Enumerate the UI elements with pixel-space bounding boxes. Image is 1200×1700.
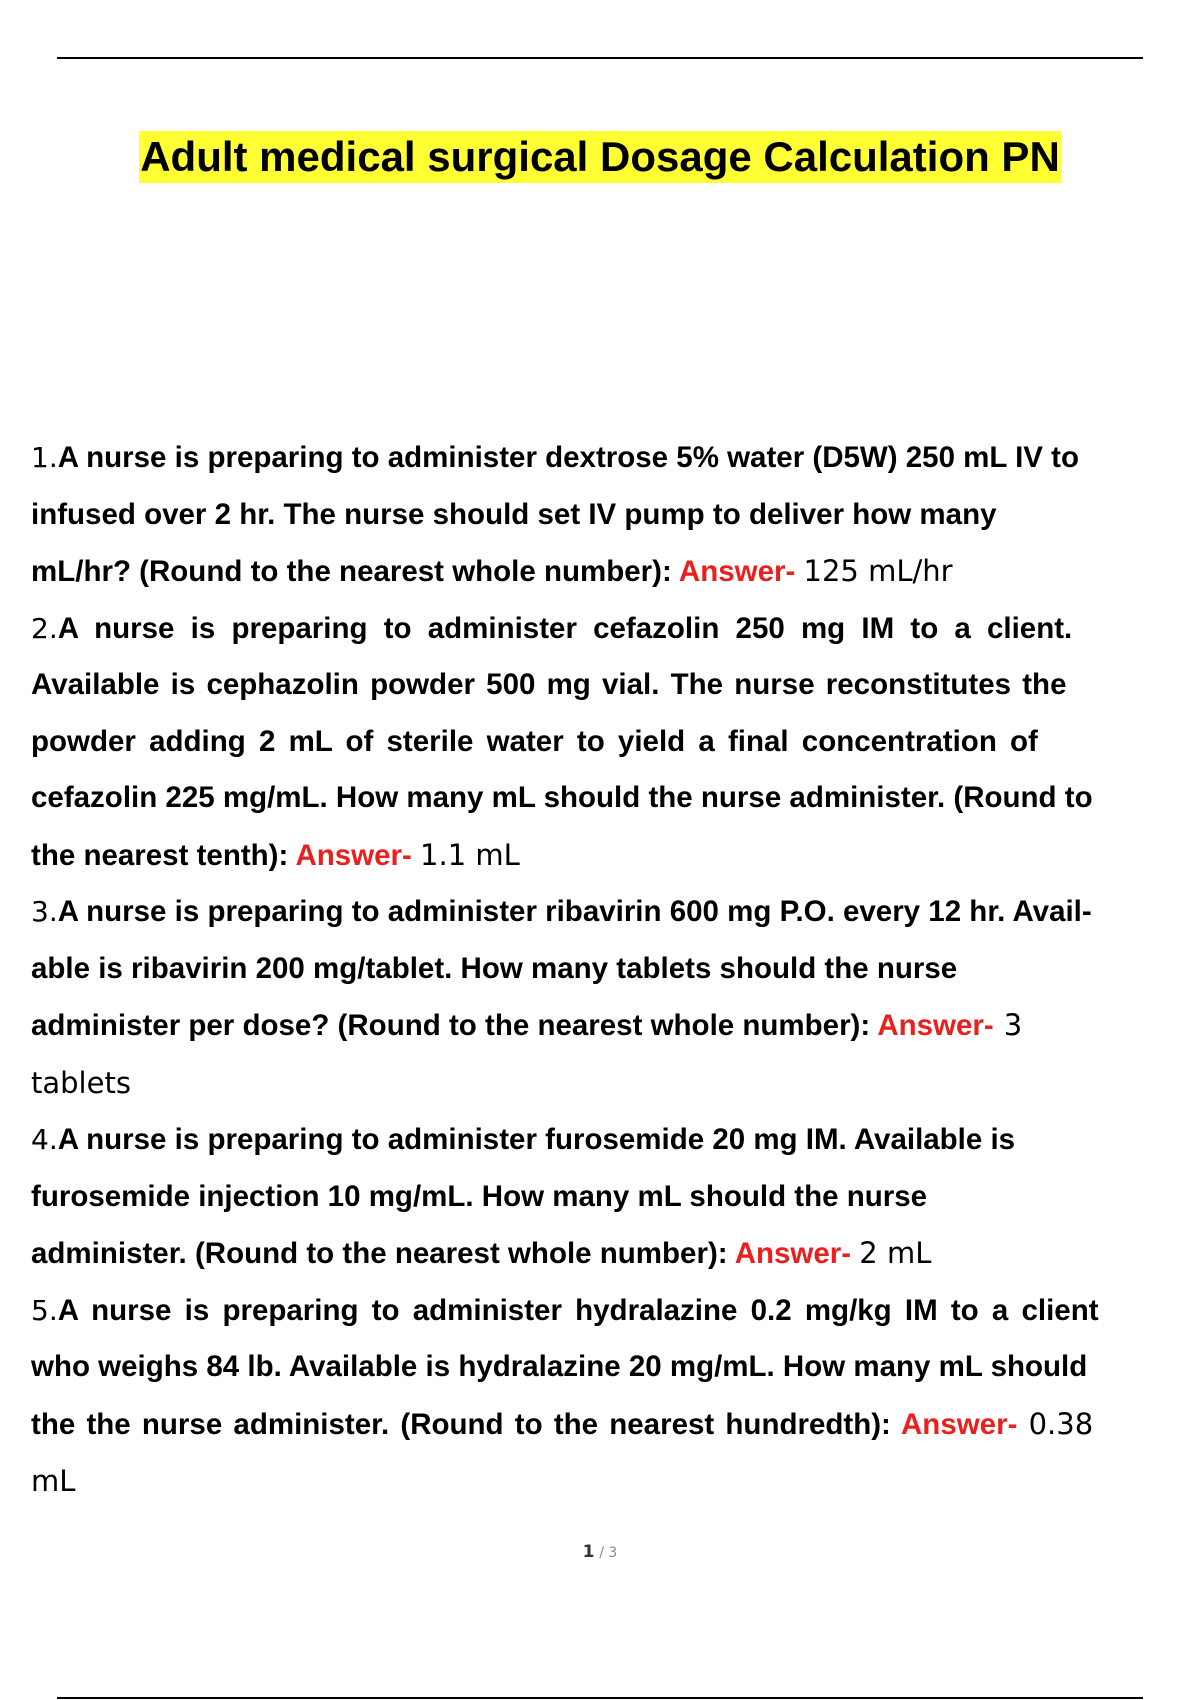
question-number: 1.: [31, 441, 58, 474]
current-page: 1: [582, 1542, 595, 1562]
question-text: infused over 2 hr. The nurse should set IV pump to deliver how many: [31, 497, 997, 531]
question-text: A nurse is preparing to administer ribavirin 600 mg P.O. every 12 hr. Avail-: [57, 895, 1092, 928]
answer-label: Answer-: [734, 1237, 852, 1270]
question-line: [31, 827, 1200, 885]
question-text: furosemide injection 10 mg/mL. How many mL should the nurse: [31, 1179, 928, 1213]
page-indicator: [0, 1542, 1200, 1562]
question-text: mL/hr? (Round to the nearest whole number):: [31, 555, 672, 588]
question-text: cefazolin 225 mg/mL. How many mL should the nurse administer. (Round to: [31, 781, 1093, 814]
question-text: the nearest tenth):: [31, 838, 289, 872]
answer-continuation: tablets: [31, 1065, 131, 1100]
question-3: [31, 884, 1200, 1112]
question-5: [31, 1283, 1200, 1511]
question-list: [31, 430, 1200, 1511]
question-line: [31, 1396, 1200, 1454]
question-line: [31, 770, 1200, 827]
answer-label: Answer-: [678, 555, 796, 588]
question-line: [31, 1169, 1200, 1226]
top-rule: [57, 57, 1143, 59]
title-container: [0, 131, 1200, 183]
answer-label: Answer-: [877, 1009, 994, 1042]
question-2: [31, 601, 1200, 885]
answer-continuation: mL: [31, 1464, 76, 1498]
question-line: [31, 714, 1200, 771]
question-number: 3.: [31, 895, 58, 928]
question-text: A nurse is preparing to administer cefazolin 250 mg IM to a client.: [57, 611, 1073, 645]
question-text: Available is cephazolin powder 500 mg vial. The nurse reconstitutes the: [31, 668, 1067, 701]
answer-value: 0.38: [1028, 1406, 1094, 1441]
question-text: A nurse is preparing to administer dextrose 5% water (D5W) 250 mL IV to: [57, 441, 1080, 474]
answer-value: 125 mL/hr: [803, 554, 953, 588]
question-line: [31, 1339, 1200, 1396]
question-line: [31, 657, 1200, 714]
question-line: [31, 601, 1200, 658]
question-line: [31, 997, 1200, 1055]
question-line: [31, 1055, 1200, 1113]
answer-label: Answer-: [901, 1407, 1018, 1441]
answer-value: 1.1 mL: [420, 837, 520, 872]
question-text: the the nurse administer. (Round to the nearest hundredth):: [31, 1407, 891, 1441]
question-text: A nurse is preparing to administer hydralazine 0.2 mg/kg IM to a client: [57, 1293, 1099, 1327]
question-text: administer. (Round to the nearest whole number):: [31, 1237, 728, 1270]
question-text: who weighs 84 lb. Available is hydralazine 20 mg/mL. How many mL should: [31, 1350, 1088, 1383]
total-pages: / 3: [599, 1545, 618, 1561]
question-line: [31, 884, 1200, 941]
question-line: [31, 1225, 1200, 1283]
question-number: 2.: [31, 611, 58, 645]
question-text: able is ribavirin 200 mg/tablet. How many tablets should the nurse: [31, 951, 958, 985]
bottom-rule: [57, 1697, 1143, 1699]
question-number: 4.: [31, 1123, 58, 1156]
document-title: Adult medical surgical Dosage Calculation PN: [139, 131, 1061, 183]
answer-label: Answer-: [295, 838, 412, 872]
question-4: [31, 1112, 1200, 1283]
question-line: [31, 430, 1200, 487]
question-1: [31, 430, 1200, 601]
answer-value: 3: [1003, 1008, 1023, 1042]
question-line: [31, 543, 1200, 601]
question-text: powder adding 2 mL of sterile water to yield a final concentration of: [31, 724, 1038, 758]
question-text: A nurse is preparing to administer furosemide 20 mg IM. Available is: [57, 1123, 1016, 1156]
question-line: [31, 1283, 1200, 1340]
question-line: [31, 487, 1200, 544]
answer-value: 2 mL: [859, 1236, 932, 1270]
question-line: [31, 1112, 1200, 1169]
question-text: administer per dose? (Round to the nearest whole number):: [31, 1009, 871, 1042]
question-line: [31, 941, 1200, 998]
question-line: [31, 1453, 1200, 1511]
question-number: 5.: [31, 1293, 58, 1327]
